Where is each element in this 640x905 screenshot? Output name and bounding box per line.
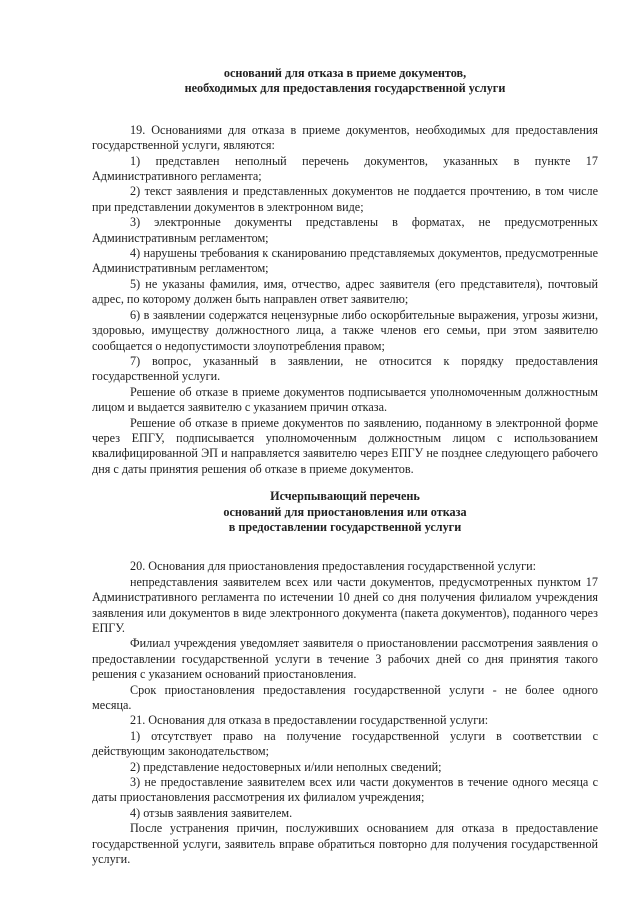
heading-line: оснований для отказа в приеме документов, [223, 66, 467, 80]
heading-line: в предоставлении государственной услуги [228, 519, 462, 534]
paragraph-item-1: 1) отсутствует право на получение государственной услуги в соответствии с действующим законодательством; [92, 728, 598, 759]
paragraph-clause-21: 21. Основания для отказа в предоставлении государственной услуги: [130, 713, 489, 728]
paragraph-item-2: 2) текст заявления и представленных документов не поддается прочтению, в том числе при представлении документов в электронном виде; [92, 184, 598, 214]
paragraph-clause-20: 20. Основания для приостановления предоставления государственной услуги: [130, 559, 537, 574]
heading-line: необходимых для предоставления государственной услуги [184, 81, 506, 96]
paragraph-item-4: 4) отзыв заявления заявителем. [130, 805, 293, 820]
paragraph-item-6: 6) в заявлении содержатся нецензурные либо оскорбительные выражения, угрозы жизни, здоровью, имуществу должностного лица, а также членов его семьи, при этом заявителю сообщается о недопустимости злоупотребления правом; [92, 307, 598, 353]
section-heading-refusal-acceptance [92, 66, 598, 97]
heading-line: оснований для приостановления или отказа [223, 504, 467, 519]
section-body-suspension-refusal [92, 559, 598, 867]
paragraph-repeat-application: После устранения причин, послуживших основанием для отказа в предоставление государственной услуги, заявитель вправе обратиться повторно для получения государственной услуги. [92, 821, 598, 867]
paragraph-non-submission: непредставления заявителем всех или части документов, предусмотренных пунктом 17 Административного регламента по истечении 10 дней со дня получения филиалом учреждения заявления или документов в виде электронного документа (пакета документов), поданного через ЕПГУ. [92, 574, 598, 635]
section-heading-suspension-refusal [92, 489, 598, 535]
paragraph-item-1: 1) представлен неполный перечень документов, указанных в пункте 17 Административного регламента; [92, 153, 598, 184]
document-page [92, 66, 598, 868]
paragraph-item-2: 2) представление недостоверных и/или неполных сведений; [130, 759, 442, 774]
paragraph-item-3: 3) не предоставление заявителем всех или части документов в течение одного месяца с даты приостановления рассмотрения их филиалом учреждения; [92, 775, 598, 805]
paragraph-suspension-notice: Филиал учреждения уведомляет заявителя о приостановлении рассмотрения заявления о предоставлении государственной услуги в течение 3 рабочих дней со дня принятия такого решения с указанием оснований приостановления. [92, 636, 598, 682]
paragraph-item-7: 7) вопрос, указанный в заявлении, не относится к порядку предоставления государственной услуги. [92, 353, 598, 384]
paragraph-clause-19: 19. Основаниями для отказа в приеме документов, необходимых для предоставления государственной услуги, являются: [92, 122, 598, 153]
paragraph-refusal-decision: Решение об отказе в приеме документов подписывается уполномоченным должностным лицом и выдается заявителю с указанием причин отказа. [92, 384, 598, 415]
paragraph-item-5: 5) не указаны фамилия, имя, отчество, адрес заявителя (его представителя), почтовый адрес, по которому должен быть направлен ответ заявителю; [92, 276, 598, 307]
paragraph-electronic-refusal: Решение об отказе в приеме документов по заявлению, поданному в электронной форме через ЕПГУ, подписывается уполномоченным должностным лицом с использованием квалифицированной ЭП и направляется заявителю через ЕПГУ не позднее следующего рабочего дня с даты принятия решения об отказе в приеме документов. [92, 415, 598, 476]
section-body-refusal-acceptance [92, 123, 598, 477]
paragraph-item-4: 4) нарушены требования к сканированию представляемых документов, предусмотренные Административным регламентом; [92, 246, 598, 276]
paragraph-item-3: 3) электронные документы представлены в форматах, не предусмотренных Административным регламентом; [92, 215, 598, 245]
paragraph-suspension-term: Срок приостановления предоставления государственной услуги - не более одного месяца. [92, 682, 598, 713]
heading-line: Исчерпывающий перечень [270, 489, 420, 504]
